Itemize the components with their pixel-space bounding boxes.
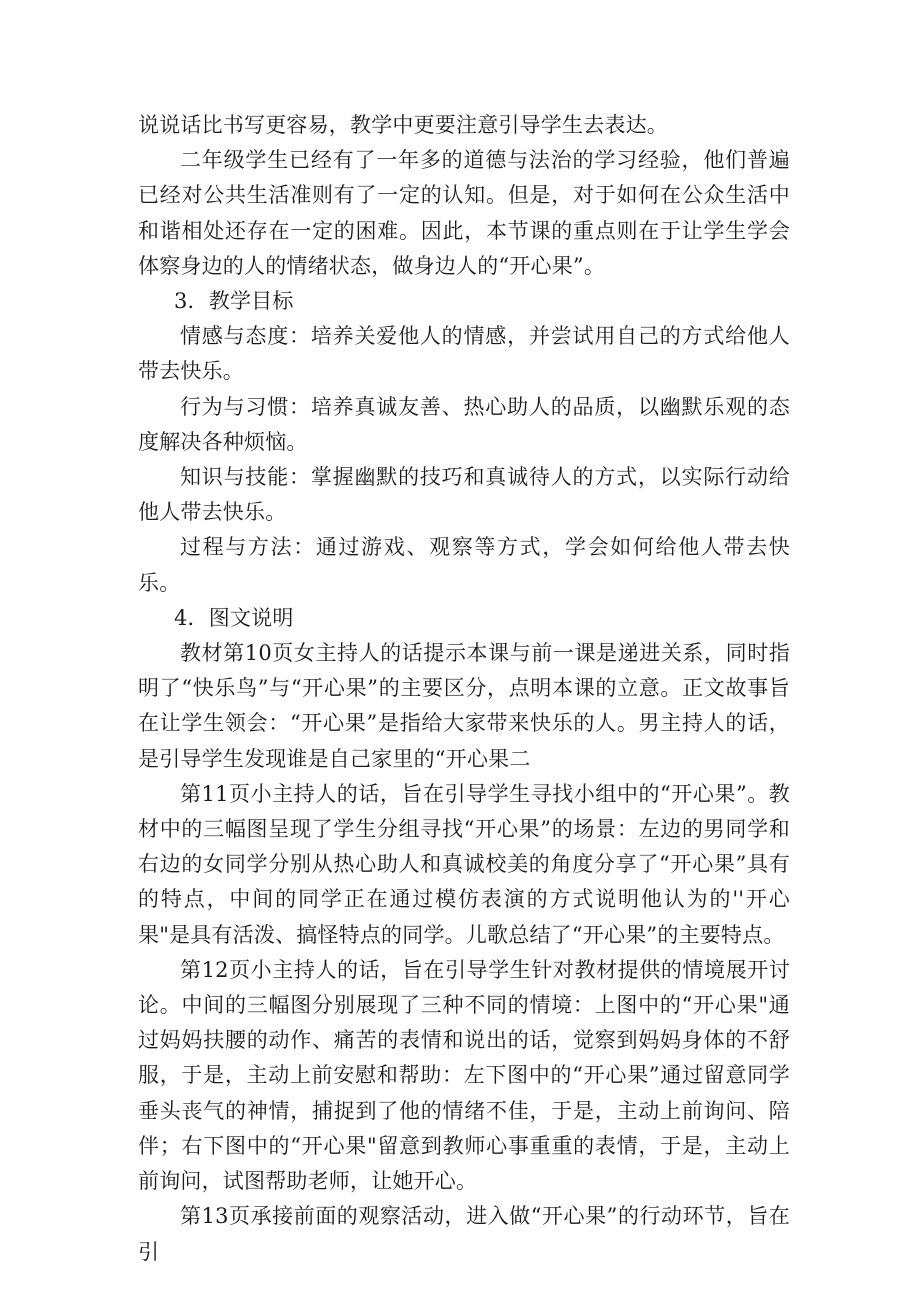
paragraph-goal-process: 过程与方法：通过游戏、观察等方式，学会如何给他人带去快乐。 — [138, 535, 790, 595]
paragraph-goal-behavior: 行为与习惯：培养真诚友善、热心助人的品质，以幽默乐观的态度解决各种烦恼。 — [138, 394, 790, 454]
paragraph-page-10: 教材第10页女主持人的话提示本课与前一课是递进关系，同时指明了“快乐鸟”与“开心果”的主要区分，点明本课的立意。正文故事旨在让学生领会：“开心果”是指给大家带来快乐的人。男主持人的话，是引导学生发现谁是自己家里的“开心果二 — [138, 641, 790, 771]
paragraph-goal-emotion: 情感与态度：培养关爱他人的情感，并尝试用自己的方式给他人带去快乐。 — [138, 324, 790, 384]
paragraph-goal-knowledge: 知识与技能：掌握幽默的技巧和真诚待人的方式，以实际行动给他人带去快乐。 — [138, 465, 790, 525]
body-text — [138, 108, 790, 1270]
section-heading-teaching-goals: 3．教学目标 — [174, 289, 294, 314]
paragraph-student-analysis: 二年级学生已经有了一年多的道德与法治的学习经验，他们普遍已经对公共生活准则有了一定的认知。但是，对于如何在公众生活中和谐相处还存在一定的困难。因此，本节课的重点则在于让学生学会体察身边的人的情绪状态，做身边人的“开心果”。 — [138, 148, 790, 278]
paragraph-page-13: 第13页承接前面的观察活动，进入做“开心果”的行动环节，旨在引 — [138, 1204, 790, 1264]
paragraph-continuation: 说说话比书写更容易，教学中更要注意引导学生去表达。 — [138, 113, 668, 137]
section-heading-figure-notes: 4．图文说明 — [174, 605, 294, 630]
paragraph-page-11: 第11页小主持人的话，旨在引导学生寻找小组中的“开心果”。教材中的三幅图呈现了学生分组寻找“开心果”的场景：左边的男同学和右边的女同学分别从热心助人和真诚校美的角度分享了“开心果”具有的特点，中间的同学正在通过模仿表演的方式说明他认为的''开心果"是具有活泼、搞怪特点的同学。儿歌总结了“开心果”的主要特点。 — [138, 781, 790, 947]
paragraph-page-12: 第12页小主持人的话，旨在引导学生针对教材提供的情境展开讨论。中间的三幅图分别展现了三种不同的情境：上图中的“开心果"通过妈妈扶腰的动作、痛苦的表情和说出的话，觉察到妈妈身体的不舒服，于是，主动上前安慰和帮助：左下图中的“开心果”通过留意同学垂头丧气的神情，捕捉到了他的情绪不佳，于是，主动上前询问、陪伴；右下图中的“开心果"留意到教师心事重重的表情，于是，主动上前询问，试图帮助老师，让她开心。 — [138, 957, 790, 1194]
